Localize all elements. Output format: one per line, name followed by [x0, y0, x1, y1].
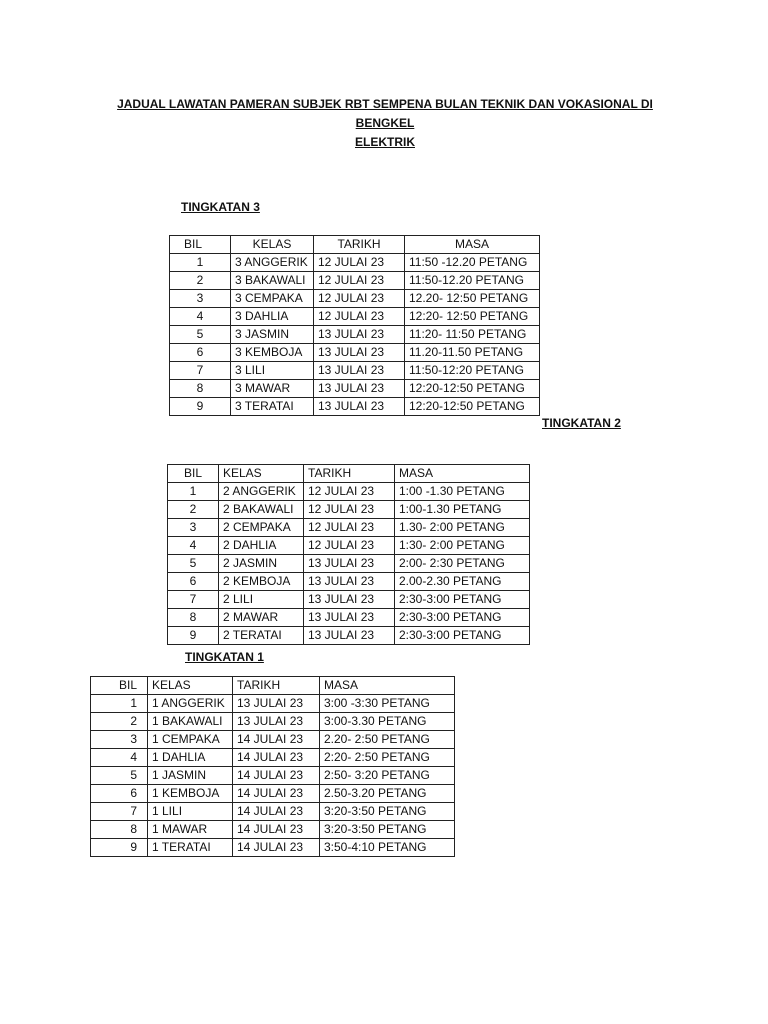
table-row [168, 537, 530, 555]
cell-masa: 2:30-3:00 PETANG [395, 609, 530, 627]
cell-bil: 5 [168, 555, 219, 573]
cell-masa: 3:20-3:50 PETANG [320, 821, 455, 839]
cell-masa: 3:20-3:50 PETANG [320, 803, 455, 821]
cell-kelas: 3 TERATAI [231, 398, 314, 416]
cell-kelas: 3 BAKAWALI [231, 272, 314, 290]
cell-kelas: 1 DAHLIA [148, 749, 233, 767]
heading-tingkatan-2: TINGKATAN 2 [542, 416, 621, 430]
column-header-tarikh: TARIKH [233, 677, 320, 695]
cell-bil: 8 [168, 609, 219, 627]
cell-bil: 3 [91, 731, 148, 749]
cell-bil: 9 [91, 839, 148, 857]
table-row [168, 573, 530, 591]
cell-masa: 2.50-3.20 PETANG [320, 785, 455, 803]
title-line-2: ELEKTRIK [355, 135, 415, 149]
cell-kelas: 2 MAWAR [219, 609, 304, 627]
cell-bil: 6 [168, 573, 219, 591]
table-row [170, 344, 540, 362]
cell-masa: 3:00 -3:30 PETANG [320, 695, 455, 713]
cell-masa: 11:50 -12.20 PETANG [405, 254, 540, 272]
table-row [91, 821, 455, 839]
column-header-kelas: KELAS [148, 677, 233, 695]
table-row [91, 749, 455, 767]
cell-tarikh: 12 JULAI 23 [304, 519, 395, 537]
table-row [91, 695, 455, 713]
table-row [91, 839, 455, 857]
cell-tarikh: 14 JULAI 23 [233, 731, 320, 749]
cell-tarikh: 13 JULAI 23 [304, 627, 395, 645]
table-row [170, 398, 540, 416]
cell-masa: 2:30-3:00 PETANG [395, 591, 530, 609]
heading-tingkatan-3: TINGKATAN 3 [181, 200, 260, 214]
cell-bil: 2 [168, 501, 219, 519]
cell-bil: 8 [170, 380, 231, 398]
cell-kelas: 3 KEMBOJA [231, 344, 314, 362]
cell-masa: 1:00-1.30 PETANG [395, 501, 530, 519]
cell-kelas: 2 DAHLIA [219, 537, 304, 555]
cell-bil: 1 [170, 254, 231, 272]
cell-tarikh: 13 JULAI 23 [314, 344, 405, 362]
cell-bil: 9 [170, 398, 231, 416]
cell-kelas: 2 TERATAI [219, 627, 304, 645]
cell-tarikh: 13 JULAI 23 [314, 380, 405, 398]
cell-tarikh: 12 JULAI 23 [304, 537, 395, 555]
cell-tarikh: 12 JULAI 23 [314, 254, 405, 272]
cell-tarikh: 14 JULAI 23 [233, 785, 320, 803]
cell-masa: 1.30- 2:00 PETANG [395, 519, 530, 537]
cell-bil: 9 [168, 627, 219, 645]
cell-kelas: 1 TERATAI [148, 839, 233, 857]
cell-tarikh: 13 JULAI 23 [304, 555, 395, 573]
column-header-kelas: KELAS [231, 236, 314, 254]
cell-tarikh: 12 JULAI 23 [304, 483, 395, 501]
cell-masa: 3:50-4:10 PETANG [320, 839, 455, 857]
cell-masa: 12.20- 12:50 PETANG [405, 290, 540, 308]
cell-bil: 2 [91, 713, 148, 731]
cell-kelas: 2 CEMPAKA [219, 519, 304, 537]
cell-bil: 4 [168, 537, 219, 555]
table-header-row [170, 236, 540, 254]
table-row [170, 272, 540, 290]
table-row [170, 380, 540, 398]
cell-masa: 12:20-12:50 PETANG [405, 398, 540, 416]
cell-tarikh: 13 JULAI 23 [314, 326, 405, 344]
cell-kelas: 1 CEMPAKA [148, 731, 233, 749]
column-header-kelas: KELAS [219, 465, 304, 483]
table-row [91, 803, 455, 821]
table-row [168, 591, 530, 609]
cell-bil: 6 [91, 785, 148, 803]
table-row [91, 731, 455, 749]
cell-kelas: 2 BAKAWALI [219, 501, 304, 519]
table-header-row [168, 465, 530, 483]
cell-bil: 5 [170, 326, 231, 344]
cell-tarikh: 13 JULAI 23 [304, 591, 395, 609]
cell-bil: 3 [168, 519, 219, 537]
cell-bil: 2 [170, 272, 231, 290]
cell-bil: 4 [91, 749, 148, 767]
cell-kelas: 3 DAHLIA [231, 308, 314, 326]
cell-masa: 11.20-11.50 PETANG [405, 344, 540, 362]
cell-kelas: 1 LILI [148, 803, 233, 821]
table-row [168, 483, 530, 501]
cell-kelas: 1 BAKAWALI [148, 713, 233, 731]
table-row [170, 326, 540, 344]
table-row [168, 555, 530, 573]
cell-tarikh: 14 JULAI 23 [233, 767, 320, 785]
cell-masa: 11:50-12:20 PETANG [405, 362, 540, 380]
cell-masa: 3:00-3.30 PETANG [320, 713, 455, 731]
cell-masa: 2.00-2.30 PETANG [395, 573, 530, 591]
cell-masa: 2:00- 2:30 PETANG [395, 555, 530, 573]
cell-bil: 7 [168, 591, 219, 609]
column-header-bil: BIL [168, 465, 219, 483]
cell-masa: 1:30- 2:00 PETANG [395, 537, 530, 555]
cell-tarikh: 12 JULAI 23 [314, 308, 405, 326]
column-header-bil: BIL [91, 677, 148, 695]
cell-kelas: 1 ANGGERIK [148, 695, 233, 713]
table-row [91, 713, 455, 731]
heading-tingkatan-1: TINGKATAN 1 [185, 650, 264, 664]
schedule-table-tingkatan-3 [169, 235, 540, 416]
cell-tarikh: 13 JULAI 23 [233, 713, 320, 731]
cell-bil: 6 [170, 344, 231, 362]
document-title [90, 95, 680, 152]
cell-kelas: 2 JASMIN [219, 555, 304, 573]
cell-masa: 12:20-12:50 PETANG [405, 380, 540, 398]
title-line-1: JADUAL LAWATAN PAMERAN SUBJEK RBT SEMPENA BULAN TEKNIK DAN VOKASIONAL DI BENGKEL [117, 97, 653, 130]
cell-bil: 5 [91, 767, 148, 785]
table-row [170, 290, 540, 308]
cell-bil: 1 [91, 695, 148, 713]
cell-tarikh: 13 JULAI 23 [304, 609, 395, 627]
cell-kelas: 3 LILI [231, 362, 314, 380]
cell-tarikh: 14 JULAI 23 [233, 821, 320, 839]
cell-masa: 12:20- 12:50 PETANG [405, 308, 540, 326]
cell-tarikh: 12 JULAI 23 [314, 290, 405, 308]
cell-kelas: 2 KEMBOJA [219, 573, 304, 591]
cell-bil: 8 [91, 821, 148, 839]
cell-tarikh: 14 JULAI 23 [233, 839, 320, 857]
cell-kelas: 3 ANGGERIK [231, 254, 314, 272]
cell-bil: 1 [168, 483, 219, 501]
column-header-tarikh: TARIKH [314, 236, 405, 254]
cell-tarikh: 14 JULAI 23 [233, 749, 320, 767]
cell-masa: 2.20- 2:50 PETANG [320, 731, 455, 749]
table-row [168, 609, 530, 627]
cell-bil: 7 [91, 803, 148, 821]
cell-kelas: 1 JASMIN [148, 767, 233, 785]
cell-tarikh: 13 JULAI 23 [314, 398, 405, 416]
cell-masa: 2:20- 2:50 PETANG [320, 749, 455, 767]
table-row [168, 627, 530, 645]
column-header-bil: BIL [170, 236, 231, 254]
schedule-table-tingkatan-2 [167, 464, 530, 645]
cell-bil: 7 [170, 362, 231, 380]
cell-masa: 1:00 -1.30 PETANG [395, 483, 530, 501]
cell-bil: 3 [170, 290, 231, 308]
table-row [168, 519, 530, 537]
cell-kelas: 2 LILI [219, 591, 304, 609]
cell-kelas: 3 MAWAR [231, 380, 314, 398]
cell-kelas: 1 KEMBOJA [148, 785, 233, 803]
cell-masa: 2:30-3:00 PETANG [395, 627, 530, 645]
column-header-masa: MASA [320, 677, 455, 695]
cell-masa: 11:50-12.20 PETANG [405, 272, 540, 290]
table-row [170, 362, 540, 380]
table-row [91, 767, 455, 785]
cell-tarikh: 13 JULAI 23 [314, 362, 405, 380]
cell-tarikh: 12 JULAI 23 [314, 272, 405, 290]
table-header-row [91, 677, 455, 695]
cell-masa: 2:50- 3:20 PETANG [320, 767, 455, 785]
cell-tarikh: 13 JULAI 23 [304, 573, 395, 591]
cell-tarikh: 12 JULAI 23 [304, 501, 395, 519]
cell-bil: 4 [170, 308, 231, 326]
cell-kelas: 3 JASMIN [231, 326, 314, 344]
cell-tarikh: 14 JULAI 23 [233, 803, 320, 821]
cell-masa: 11:20- 11:50 PETANG [405, 326, 540, 344]
cell-kelas: 1 MAWAR [148, 821, 233, 839]
schedule-table-tingkatan-1 [90, 676, 455, 857]
cell-kelas: 2 ANGGERIK [219, 483, 304, 501]
table-row [170, 254, 540, 272]
table-row [168, 501, 530, 519]
cell-tarikh: 13 JULAI 23 [233, 695, 320, 713]
table-row [170, 308, 540, 326]
table-row [91, 785, 455, 803]
column-header-masa: MASA [395, 465, 530, 483]
cell-kelas: 3 CEMPAKA [231, 290, 314, 308]
column-header-masa: MASA [405, 236, 540, 254]
column-header-tarikh: TARIKH [304, 465, 395, 483]
